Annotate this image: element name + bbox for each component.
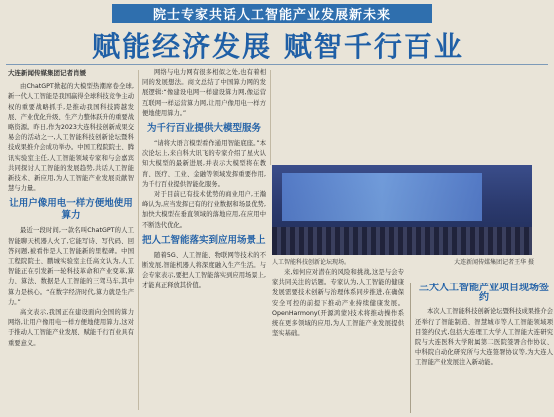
col1-subheading: 让用户像用电一样方便地使用算力: [9, 198, 133, 222]
forum-photo: [272, 165, 532, 255]
col2-paragraph-1: 网络与电力网有很多相似之处,也有着相同的发展想法。商文总结了中国算力网的发展逻辑:“像建设电网一样建设算力网,像运营互联网一样运营算力网,让用户像用电一样方便地使用算力。”: [142, 69, 266, 117]
sidebar-body: 本次人工智能科技创新论坛暨科技成果推介会还举行了智能制造、智慧城市等人工智能领域项目签约仪式,包括大连理工大学人工智能大连研究院与大连医科大学附属第二医院签署合作协议、中科院自动化研究所与大连签署协议等,为大连人工智能产业发展注入新动能。: [415, 308, 553, 367]
audience: [272, 227, 532, 255]
column-1: [8, 68, 134, 413]
col1-paragraph-1: 由ChatGPT掀起的大模型热潮席卷全球,新一代人工智能是我国赢得全球科技竞争主动权的重要战略抓手,是推动我国科技跨越发展、产业优化升级、生产力整体跃升的重要战略资源。昨日,作为2023大连科技创新成果交易会的活动之一,人工智能科技创新论坛暨科技成果推介会成功举办。中国工程院院士、腾讯实验室主任,人工智能领域专家和与会嘉宾共同探讨人工智能的发展趋势,共话人工智能新技术、新应用,为人工智能产业发展贡献智慧与力量。: [8, 83, 134, 193]
header-rule: [6, 64, 548, 65]
col2-subheading-2: 把人工智能落实到应用场景上: [142, 234, 266, 246]
col1-paragraph-2: 最近一段时间,一款名叫ChatGPT的人工智能聊天机器人火了,它能写诗、写代码、回答问题,被看作是人工智能新的里程碑。中国工程院院士、鹏城实验室主任高文认为,人工智能正在引发新一轮科技革命和产业变革,算力、算法、数据是人工智能的三驾马车,其中算力是核心。“在数字经济时代,算力就是生产力。”: [8, 227, 134, 306]
photo-caption: [272, 257, 534, 266]
column-divider-2: [270, 70, 271, 165]
col2-paragraph-4: 随着5G、人工智能、物联网等技术的不断发展,智能机器人将深度融入生产生活。与会专家表示,要把人工智能落实到应用场景上,才能真正释放其价值。: [142, 251, 266, 290]
byline: 大连新闻传媒集团记者肖媛: [8, 69, 86, 77]
stage-screen: [282, 173, 482, 221]
sidebar-title: 三大人工智能产业项目现场签约: [419, 283, 549, 304]
col3-paragraph-1: 来,如何应对潜在的风险和挑战,这是与会专家共同关注的话题。专家认为,人工智能的健康发展需要技术创新与治理体系同步推进,在确保安全可控的前提下推动产业持续健康发展。OpenHarmony(开源鸿蒙)技术将推动操作系统在更多领域的应用,为人工智能产业发展提供坚实基础。: [272, 269, 404, 338]
kicker-banner: 院士专家共话人工智能产业发展新未来: [112, 4, 432, 23]
col2-subheading-1: 为千行百业提供大模型服务: [146, 123, 261, 135]
column-divider-1: [138, 70, 139, 410]
sidebar-box: [410, 283, 553, 413]
photo-caption-right: 大连新闻传媒集团记者王华 摄: [454, 259, 534, 266]
column-3: [272, 268, 404, 413]
col2-paragraph-3: 对于目前已有技术优势的商业用户,王瀚峰认为,应当发挥已有的行业数据和场景优势,加快大模型在垂直领域的落地应用,在应用中不断迭代优化。: [142, 191, 266, 229]
column-2: [142, 68, 266, 413]
headline: 赋能经济发展 赋智千行百业: [92, 30, 464, 63]
col1-paragraph-3: 高文表示,我国正在建设面向全国的算力网络,让用户像用电一样方便地使用算力,这对于推动人工智能产业发展、赋能千行百业具有重要意义。: [8, 309, 134, 347]
col2-paragraph-2: “请将大语言模型看作通用智能底座。”本次论坛上,来自科大讯飞的专家介绍了星火认知大模型的最新进展,并表示大模型将在教育、医疗、工业、金融等领域发挥重要作用,为千行百业提供智能化服务。: [142, 140, 266, 188]
photo-caption-left: 人工智能科技创新论坛现场。: [272, 259, 351, 266]
